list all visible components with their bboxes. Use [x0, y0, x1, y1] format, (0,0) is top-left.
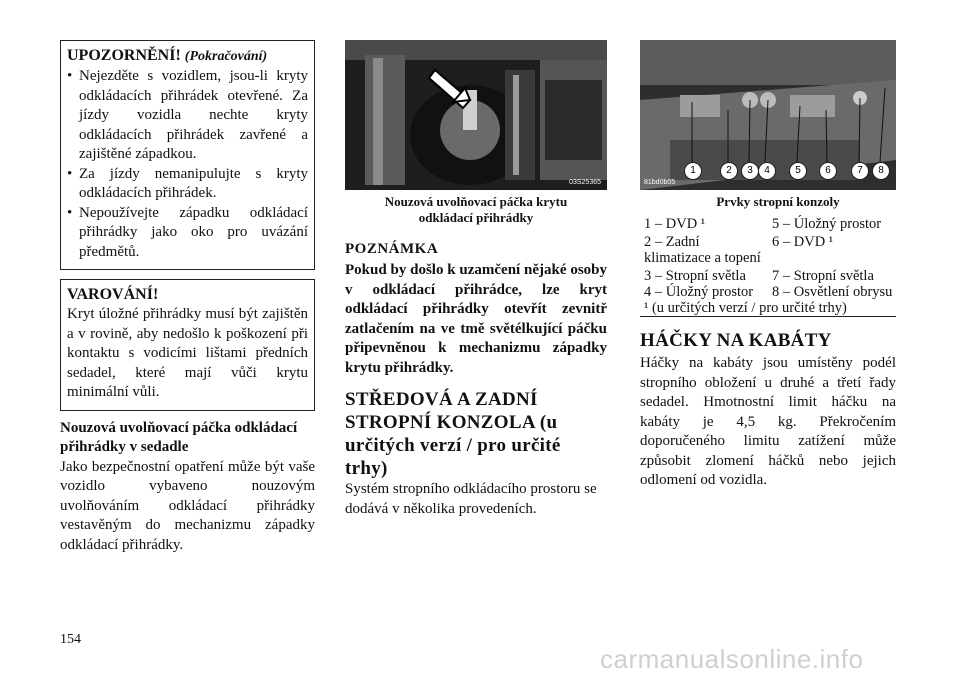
caution-text: Kryt úložné přihrádky musí být zajištěn a v rovině, aby nedošlo k poškození při kontaktu s vodicími lištami předních sedadel, které mají vůči krytu minimální vůli. — [67, 306, 308, 400]
callout-1: 1 — [684, 162, 702, 180]
latch-illustration — [345, 40, 607, 190]
table-cell: 1 – DVD ¹ — [644, 216, 706, 232]
table-footnote: ¹ (u určitých verzí / pro určité trhy) — [644, 300, 847, 316]
table-cell: 2 – Zadní klimatizace a topení — [644, 234, 761, 266]
table-cell: 8 – Osvětlení obrysu — [772, 284, 893, 300]
middle-column — [345, 0, 607, 519]
table-row — [640, 284, 896, 300]
section-text: Jako bezpečnostní opatření může být vaše vozidlo vybaveno nouzovým uvolňováním odkládací přihrádky vestavěným do mechanizmu západky odkládací přihrádky. — [60, 458, 315, 553]
table-cell: 6 – DVD ¹ — [772, 234, 834, 250]
warning-bullet: • Za jízdy nemanipulujte s kryty odkládacích přihrádek. — [67, 165, 308, 204]
warning-bullet: • Nepoužívejte západku odkládací přihrádky jako oko pro uvázání předmětů. — [67, 204, 308, 263]
latch-photo — [345, 40, 607, 190]
overhead-console-heading: STŘEDOVÁ A ZADNÍ STROPNÍ KONZOLA (u určitých verzí / pro určité trhy) — [345, 389, 561, 479]
note-heading: POZNÁMKA — [345, 241, 439, 257]
callout-3: 3 — [741, 162, 759, 180]
section-heading: Nouzová uvolňovací páčka odkládací přihrádky v sedadle — [60, 419, 298, 455]
latch-caption: Nouzová uvolňovací páčka krytu odkládací přihrádky — [384, 194, 568, 225]
callout-7: 7 — [851, 162, 869, 180]
warning-title: UPOZORNĚNÍ! — [67, 47, 181, 64]
photo-code: 03S25365 — [569, 179, 601, 186]
console-caption: Prvky stropní konzoly — [716, 194, 840, 209]
table-row — [640, 216, 896, 232]
coat-hooks-text: Háčky na kabáty jsou umístěny podél stropního obložení u druhé a třetí řady sedadel. Hmotnostní limit háčku na kabáty je 4,5 kg. Překročením doporučeného limitu zatížení může způsobit zlomení háčků nebo jejich odlomení od vozidla. — [640, 355, 896, 488]
caution-box — [60, 279, 315, 411]
callout-8: 8 — [872, 162, 890, 180]
warning-bullet: • Nejezděte s vozidlem, jsou-li kryty odkládacích přihrádek otevřené. Za jízdy vozidla nechte kryty odkládacích přihrádek zavřené a zajištěné západkou. — [67, 67, 308, 165]
table-row — [640, 234, 896, 266]
watermark: carmanualsonline.info — [600, 644, 864, 674]
table-row — [640, 268, 896, 284]
callout-5: 5 — [789, 162, 807, 180]
right-column — [640, 0, 896, 491]
table-cell: 3 – Stropní světla — [644, 268, 746, 284]
note-text: Pokud by došlo k uzamčení nějaké osoby v odkládací přihrádce, lze kryt odkládací přihrádky otevřít zevnitř zatlačením na ve tmě světélkující páčku připevněnou k mechanizmu západky krytu přihrádky. — [345, 262, 607, 376]
table-cell: 5 – Úložný prostor — [772, 216, 882, 232]
left-column — [60, 0, 315, 555]
overhead-console-text: Systém stropního odkládacího prostoru se dodává v několika provedeních. — [345, 481, 597, 517]
console-photo — [640, 40, 896, 190]
callout-4: 4 — [758, 162, 776, 180]
photo-code: 81bd0b05 — [644, 179, 676, 186]
page-number: 154 — [60, 632, 81, 647]
table-cell: 7 – Stropní světla — [772, 268, 874, 284]
console-legend-table — [640, 216, 896, 317]
callout-2: 2 — [720, 162, 738, 180]
table-cell: 4 – Úložný prostor — [644, 284, 754, 300]
warning-title-suffix: (Pokračování) — [184, 49, 268, 64]
callout-6: 6 — [819, 162, 837, 180]
warning-box — [60, 40, 315, 270]
caution-box-title: VAROVÁNÍ! — [67, 286, 159, 303]
coat-hooks-heading: HÁČKY NA KABÁTY — [640, 330, 832, 351]
warning-bullets — [67, 67, 308, 262]
warning-box-title — [67, 46, 308, 67]
